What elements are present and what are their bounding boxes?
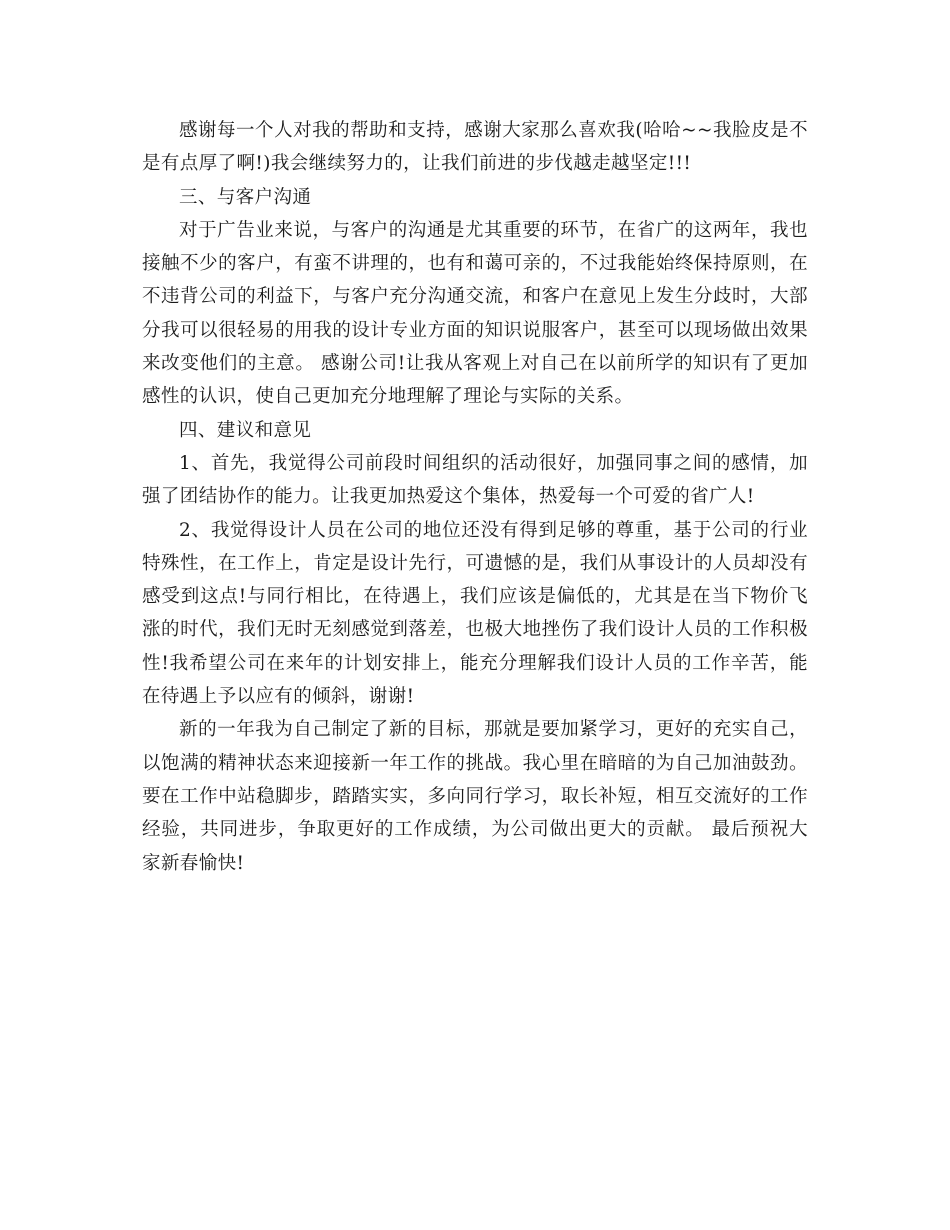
paragraph-suggestion-2: 2、我觉得设计人员在公司的地位还没有得到足够的尊重，基于公司的行业特殊性，在工作上，肯定是设计先行，可遗憾的是，我们从事设计的人员却没有感受到这点!与同行相比，在待遇上，我们应该是偏低的，尤其是在当下物价飞涨的时代，我们无时无刻感觉到落差，也极大地挫伤了我们设计人员的工作积极性!我希望公司在来年的计划安排上，能充分理解我们设计人员的工作辛苦，能在待遇上予以应有的倾斜，谢谢! bbox=[142, 519, 808, 708]
paragraph-client-communication: 对于广告业来说，与客户的沟通是尤其重要的环节，在省广的这两年，我也接触不少的客户，有蛮不讲理的，也有和蔼可亲的，不过我能始终保持原则，在不违背公司的利益下，与客户充分沟通交流，和客户在意见上发生分歧时，大部分我可以很轻易的用我的设计专业方面的知识说服客户，甚至可以现场做出效果来改变他们的主意。 感谢公司!让我从客观上对自己在以前所学的知识有了更加感性的认识，使自己更加充分地理解了理论与实际的关系。 bbox=[142, 219, 808, 408]
document-body bbox=[142, 114, 808, 880]
paragraph-thanks: 感谢每一个人对我的帮助和支持，感谢大家那么喜欢我(哈哈~~我脸皮是不是有点厚了啊!)我会继续努力的，让我们前进的步伐越走越坚定!!! bbox=[142, 120, 808, 175]
paragraph-new-year-goals: 新的一年我为自己制定了新的目标，那就是要加紧学习，更好的充实自己，以饱满的精神状态来迎接新一年工作的挑战。我心里在暗暗的为自己加油鼓劲。要在工作中站稳脚步，踏踏实实，多向同行学习，取长补短，相互交流好的工作经验，共同进步，争取更好的工作成绩，为公司做出更大的贡献。 最后预祝大家新春愉快! bbox=[142, 719, 808, 874]
paragraph-suggestion-1: 1、首先，我觉得公司前段时间组织的活动很好，加强同事之间的感情，加强了团结协作的能力。让我更加热爱这个集体，热爱每一个可爱的省广人! bbox=[142, 452, 808, 508]
section-heading-suggestions: 四、建议和意见 bbox=[179, 419, 312, 441]
section-heading-client-communication: 三、与客户沟通 bbox=[179, 186, 312, 208]
